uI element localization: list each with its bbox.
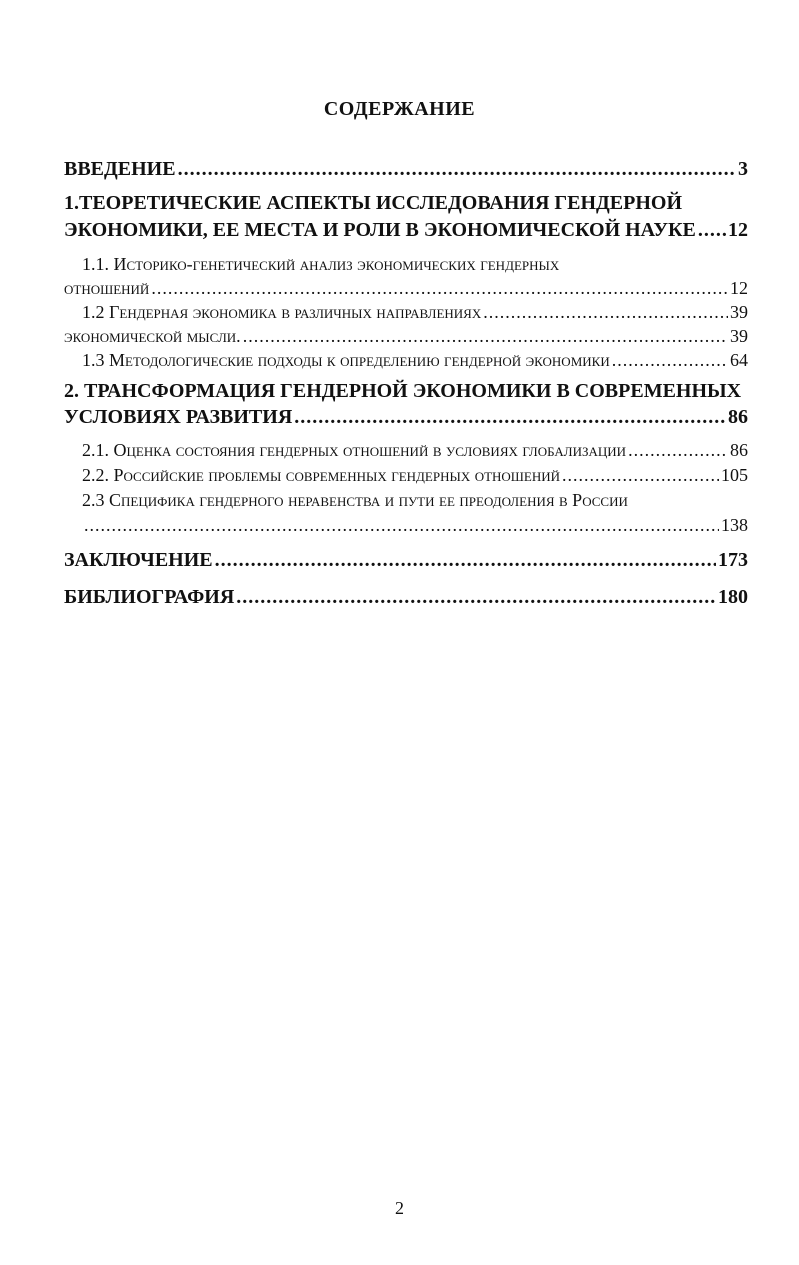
toc-entry-1-1-line1 — [82, 254, 748, 275]
dot-leader — [178, 158, 736, 181]
toc-entry-2-3-line1 — [82, 490, 748, 511]
toc-page-number: 3 — [738, 158, 748, 180]
page-number: 2 — [395, 1198, 404, 1218]
toc-page-number: 39 — [730, 326, 748, 346]
dot-leader — [243, 326, 728, 347]
dot-leader — [562, 465, 719, 486]
toc-entry-chapter2-line1 — [64, 380, 748, 403]
toc-entry-text: ВВЕДЕНИЕ — [64, 158, 176, 180]
dot-leader — [151, 278, 728, 299]
toc-entry-2-3-line2 — [82, 515, 748, 536]
dot-leader — [236, 586, 716, 609]
dot-leader — [628, 440, 728, 461]
toc-page-number: 64 — [730, 350, 748, 370]
toc-entry-1-2-line2 — [64, 326, 748, 347]
dot-leader — [698, 219, 726, 242]
toc-entry-1-2-line1 — [82, 302, 748, 323]
toc-entry-1-3 — [82, 350, 748, 371]
toc-entry-text: 1.3 Методологические подходы к определению гендерной экономики — [82, 350, 610, 370]
toc-entry-text: 1.1. Историко-генетический анализ экономических гендерных — [82, 254, 560, 274]
toc-entry-text: 1.ТЕОРЕТИЧЕСКИЕ АСПЕКТЫ ИССЛЕДОВАНИЯ ГЕНДЕРНОЙ — [64, 192, 683, 214]
toc-page-number: 105 — [721, 465, 748, 485]
toc-entry-text: 1.2 Гендерная экономика в различных направлениях — [82, 302, 482, 322]
toc-page-number: 173 — [718, 549, 748, 571]
toc-entry-text: экономической мысли. — [64, 326, 241, 346]
toc-entry-2-1 — [82, 440, 748, 461]
toc-entry-chapter1-line2 — [64, 219, 748, 242]
toc-page-number: 86 — [730, 440, 748, 460]
dot-leader — [294, 406, 726, 429]
toc-entry-text: УСЛОВИЯХ РАЗВИТИЯ — [64, 406, 293, 428]
toc-entry-text: БИБЛИОГРАФИЯ — [64, 586, 235, 608]
dot-leader — [84, 515, 719, 536]
toc-entry-text: 2.2. Российские проблемы современных гендерных отношений — [82, 465, 561, 485]
toc-entry-bibliography — [64, 586, 748, 609]
toc-page-number: 39 — [730, 302, 748, 322]
dot-leader — [483, 302, 728, 323]
toc-entry-chapter1-line1 — [64, 192, 748, 215]
toc-entry-chapter2-line2 — [64, 406, 748, 429]
dot-leader — [215, 549, 716, 572]
toc-entry-text: 2. ТРАНСФОРМАЦИЯ ГЕНДЕРНОЙ ЭКОНОМИКИ В СОВРЕМЕННЫХ — [64, 380, 742, 402]
toc-entry-text: отношений — [64, 278, 150, 298]
toc-entry-text: ЭКОНОМИКИ, ЕЕ МЕСТА И РОЛИ В ЭКОНОМИЧЕСКОЙ НАУКЕ — [64, 219, 696, 241]
toc-page-number: 180 — [718, 586, 748, 608]
toc-entry-text: 2.1. Оценка состояния гендерных отношений в условиях глобализации — [82, 440, 627, 460]
toc-page-number: 86 — [728, 406, 748, 428]
toc-page-number: 12 — [728, 219, 748, 241]
toc-page-number: 138 — [721, 515, 748, 535]
page-title: СОДЕРЖАНИЕ — [323, 98, 476, 120]
toc-entry-1-1-line2 — [64, 278, 748, 299]
toc-entry-text: 2.3 Специфика гендерного неравенства и пути ее преодоления в России — [82, 490, 628, 510]
toc-entry-text: ЗАКЛЮЧЕНИЕ — [64, 549, 213, 571]
toc-entry-intro — [64, 158, 748, 181]
dot-leader — [612, 350, 728, 371]
toc-entry-conclusion — [64, 549, 748, 572]
toc-page-number: 12 — [730, 278, 748, 298]
toc-entry-2-2 — [82, 465, 748, 486]
